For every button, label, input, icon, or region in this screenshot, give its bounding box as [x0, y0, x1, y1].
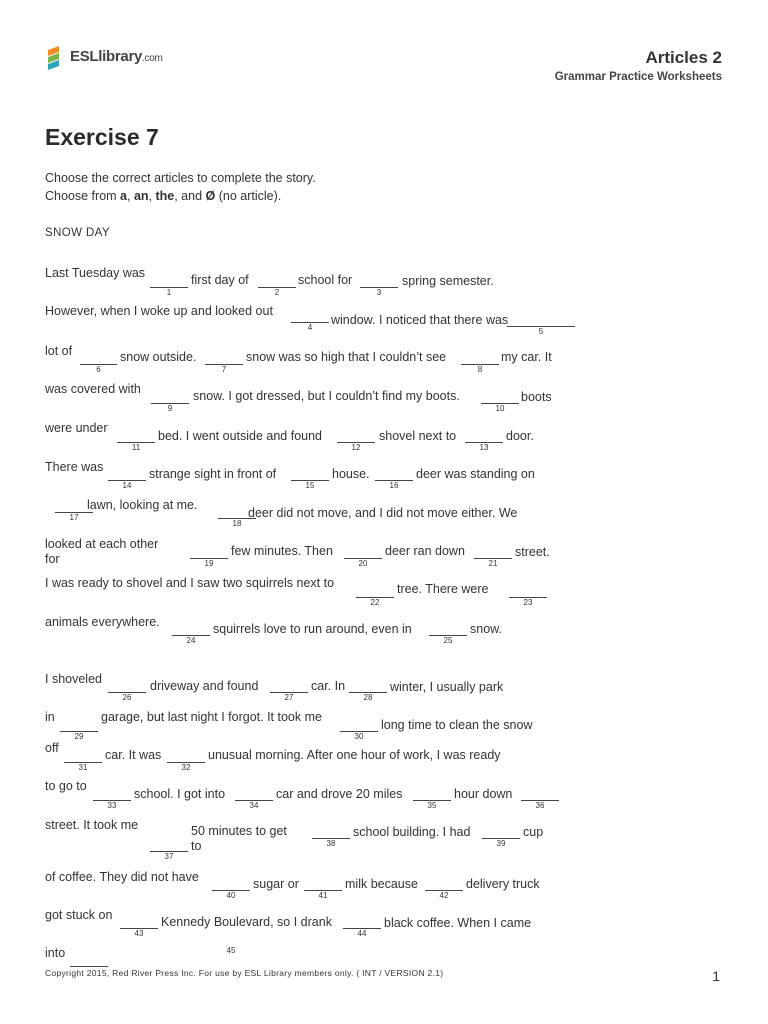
blank-number: 37: [164, 852, 174, 861]
story-text: hour down: [454, 787, 513, 801]
story-text: window. I noticed that there was: [331, 313, 509, 327]
blank-number: 43: [134, 929, 144, 938]
story-text: boots: [521, 390, 552, 404]
worksheet-title: Articles 2: [645, 48, 722, 67]
story-text: snow outside.: [120, 350, 197, 364]
page-number: 1: [712, 968, 720, 984]
blank-number: 10: [495, 404, 505, 413]
blank-number: 39: [496, 839, 506, 848]
story-text: driveway and found: [150, 679, 259, 693]
story-text: winter, I usually park: [390, 680, 504, 694]
blank-number: 17: [69, 513, 79, 522]
story-text: school building. I had: [353, 825, 471, 839]
story-text: However, when I woke up and looked out: [45, 304, 273, 318]
story-text: house.: [332, 467, 370, 481]
story-text: street. It took me: [45, 818, 139, 832]
story-text: car. It was: [105, 748, 162, 762]
blank-number: 7: [221, 365, 227, 374]
story-text: shovel next to: [379, 429, 457, 443]
story-text: garage, but last night I forgot. It took me: [101, 710, 322, 724]
esl-library-logo-icon: [46, 44, 68, 72]
story-text: unusual morning. After one hour of work, I was ready: [208, 748, 501, 762]
story-text: 50 minutes to get: [191, 824, 287, 838]
blank-number: 21: [488, 559, 498, 568]
story-title: SNOW DAY: [45, 227, 110, 239]
blank-number: 40: [226, 891, 236, 900]
story-text: off: [45, 741, 59, 755]
copyright-footer: Copyright 2015, Red River Press Inc. For use by ESL Library members only. ( INT / VERSION 2.1): [45, 968, 444, 978]
blank-number: 27: [284, 693, 294, 702]
blank-number: 3: [376, 288, 382, 297]
blank-number: 18: [232, 519, 242, 528]
story-text: deer was standing on: [416, 467, 535, 481]
story-text: black coffee. When I came: [384, 916, 532, 930]
blank-number: 2: [274, 288, 280, 297]
story-text: into: [45, 946, 66, 960]
story-text: first day of: [191, 273, 249, 287]
blank-number: 42: [439, 891, 449, 900]
story-text: bed. I went outside and found: [158, 429, 323, 443]
blank-number: 29: [74, 732, 84, 741]
blank-number: 28: [363, 693, 373, 702]
blank-number: 38: [326, 839, 336, 848]
story-text: few minutes. Then: [231, 544, 333, 558]
story-text: deer ran down: [385, 544, 465, 558]
blank-number: 14: [122, 481, 132, 490]
story-text: spring semester.: [402, 274, 494, 288]
story-text: lot of: [45, 344, 73, 358]
blank-number: 32: [181, 763, 191, 772]
blank-number: 8: [477, 365, 483, 374]
story-text: was covered with: [45, 382, 141, 396]
story-text: There was: [45, 460, 104, 474]
blank-number: 35: [427, 801, 437, 810]
blank-number: 12: [351, 443, 361, 452]
story-text: looked at each other: [45, 537, 159, 551]
exercise-title: Exercise 7: [45, 124, 159, 150]
story-text: got stuck on: [45, 908, 113, 922]
blank-number: 15: [305, 481, 315, 490]
story-text: sugar or: [253, 877, 299, 891]
story-text: car. In: [311, 679, 346, 693]
story-text: for: [45, 552, 60, 566]
story-text: door.: [506, 429, 534, 443]
story-text: snow.: [470, 622, 502, 636]
logo-wordmark: ESLlibrary.com: [70, 48, 163, 65]
blank-number: 11: [131, 443, 141, 452]
blank-number: 6: [96, 365, 101, 374]
worksheet-subtitle: Grammar Practice Worksheets: [554, 71, 722, 83]
story-text: to go to: [45, 779, 87, 793]
story-text: Last Tuesday was: [45, 266, 146, 280]
instruction-line-1: Choose the correct articles to complete the story.: [45, 171, 316, 185]
blank-number: 5: [538, 327, 544, 336]
blank-number: 16: [389, 481, 399, 490]
blank-number: 26: [122, 693, 132, 702]
story-text: milk because: [345, 877, 418, 891]
story-text: I shoveled: [45, 672, 102, 686]
blank-number: 41: [318, 891, 328, 900]
blank-number: 25: [443, 636, 453, 645]
story-text: car and drove 20 miles: [276, 787, 403, 801]
blank-number: 36: [535, 801, 545, 810]
story-text: snow. I got dressed, but I couldn’t find my boots.: [193, 389, 460, 403]
blank-number: 19: [204, 559, 214, 568]
blank-number: 45: [226, 946, 236, 955]
story-text: deer did not move, and I did not move either. We: [248, 506, 518, 520]
story-text: snow was so high that I couldn’t see: [246, 350, 447, 364]
blank-number: 31: [78, 763, 88, 772]
story-text: squirrels love to run around, even in: [213, 622, 412, 636]
blank-number: 23: [523, 598, 533, 607]
story-text: lawn, looking at me.: [87, 498, 198, 512]
blank-number: 44: [357, 929, 367, 938]
story-text: to: [191, 839, 202, 853]
story-text: school for: [298, 273, 353, 287]
story-text: street.: [515, 545, 550, 559]
story-text: I was ready to shovel and I saw two squirrels next to: [45, 576, 335, 590]
story-text: were under: [45, 421, 108, 435]
story-text: Kennedy Boulevard, so I drank: [161, 915, 332, 929]
story-text: strange sight in front of: [149, 467, 277, 481]
story-text: of coffee. They did not have: [45, 870, 199, 884]
story-text: tree. There were: [397, 582, 489, 596]
answer-blank-45[interactable]: [70, 966, 108, 967]
blank-number: 20: [358, 559, 368, 568]
blank-number: 4: [307, 323, 313, 332]
story-text: animals everywhere.: [45, 615, 160, 629]
blank-number: 33: [107, 801, 117, 810]
story-text: in: [45, 710, 55, 724]
story-text: long time to clean the snow: [381, 718, 533, 732]
blank-number: 13: [479, 443, 489, 452]
story-text: school. I got into: [134, 787, 226, 801]
blank-number: 1: [166, 288, 172, 297]
story-text: my car. It: [501, 350, 552, 364]
blank-number: 30: [354, 732, 364, 741]
story-text: cup: [523, 825, 544, 839]
blank-number: 22: [370, 598, 380, 607]
blank-number: 34: [249, 801, 259, 810]
instruction-line-2: Choose from a, an, the, and Ø (no article).: [45, 189, 282, 203]
blank-number: 9: [167, 404, 173, 413]
blank-number: 24: [186, 636, 196, 645]
story-text: delivery truck: [466, 877, 540, 891]
